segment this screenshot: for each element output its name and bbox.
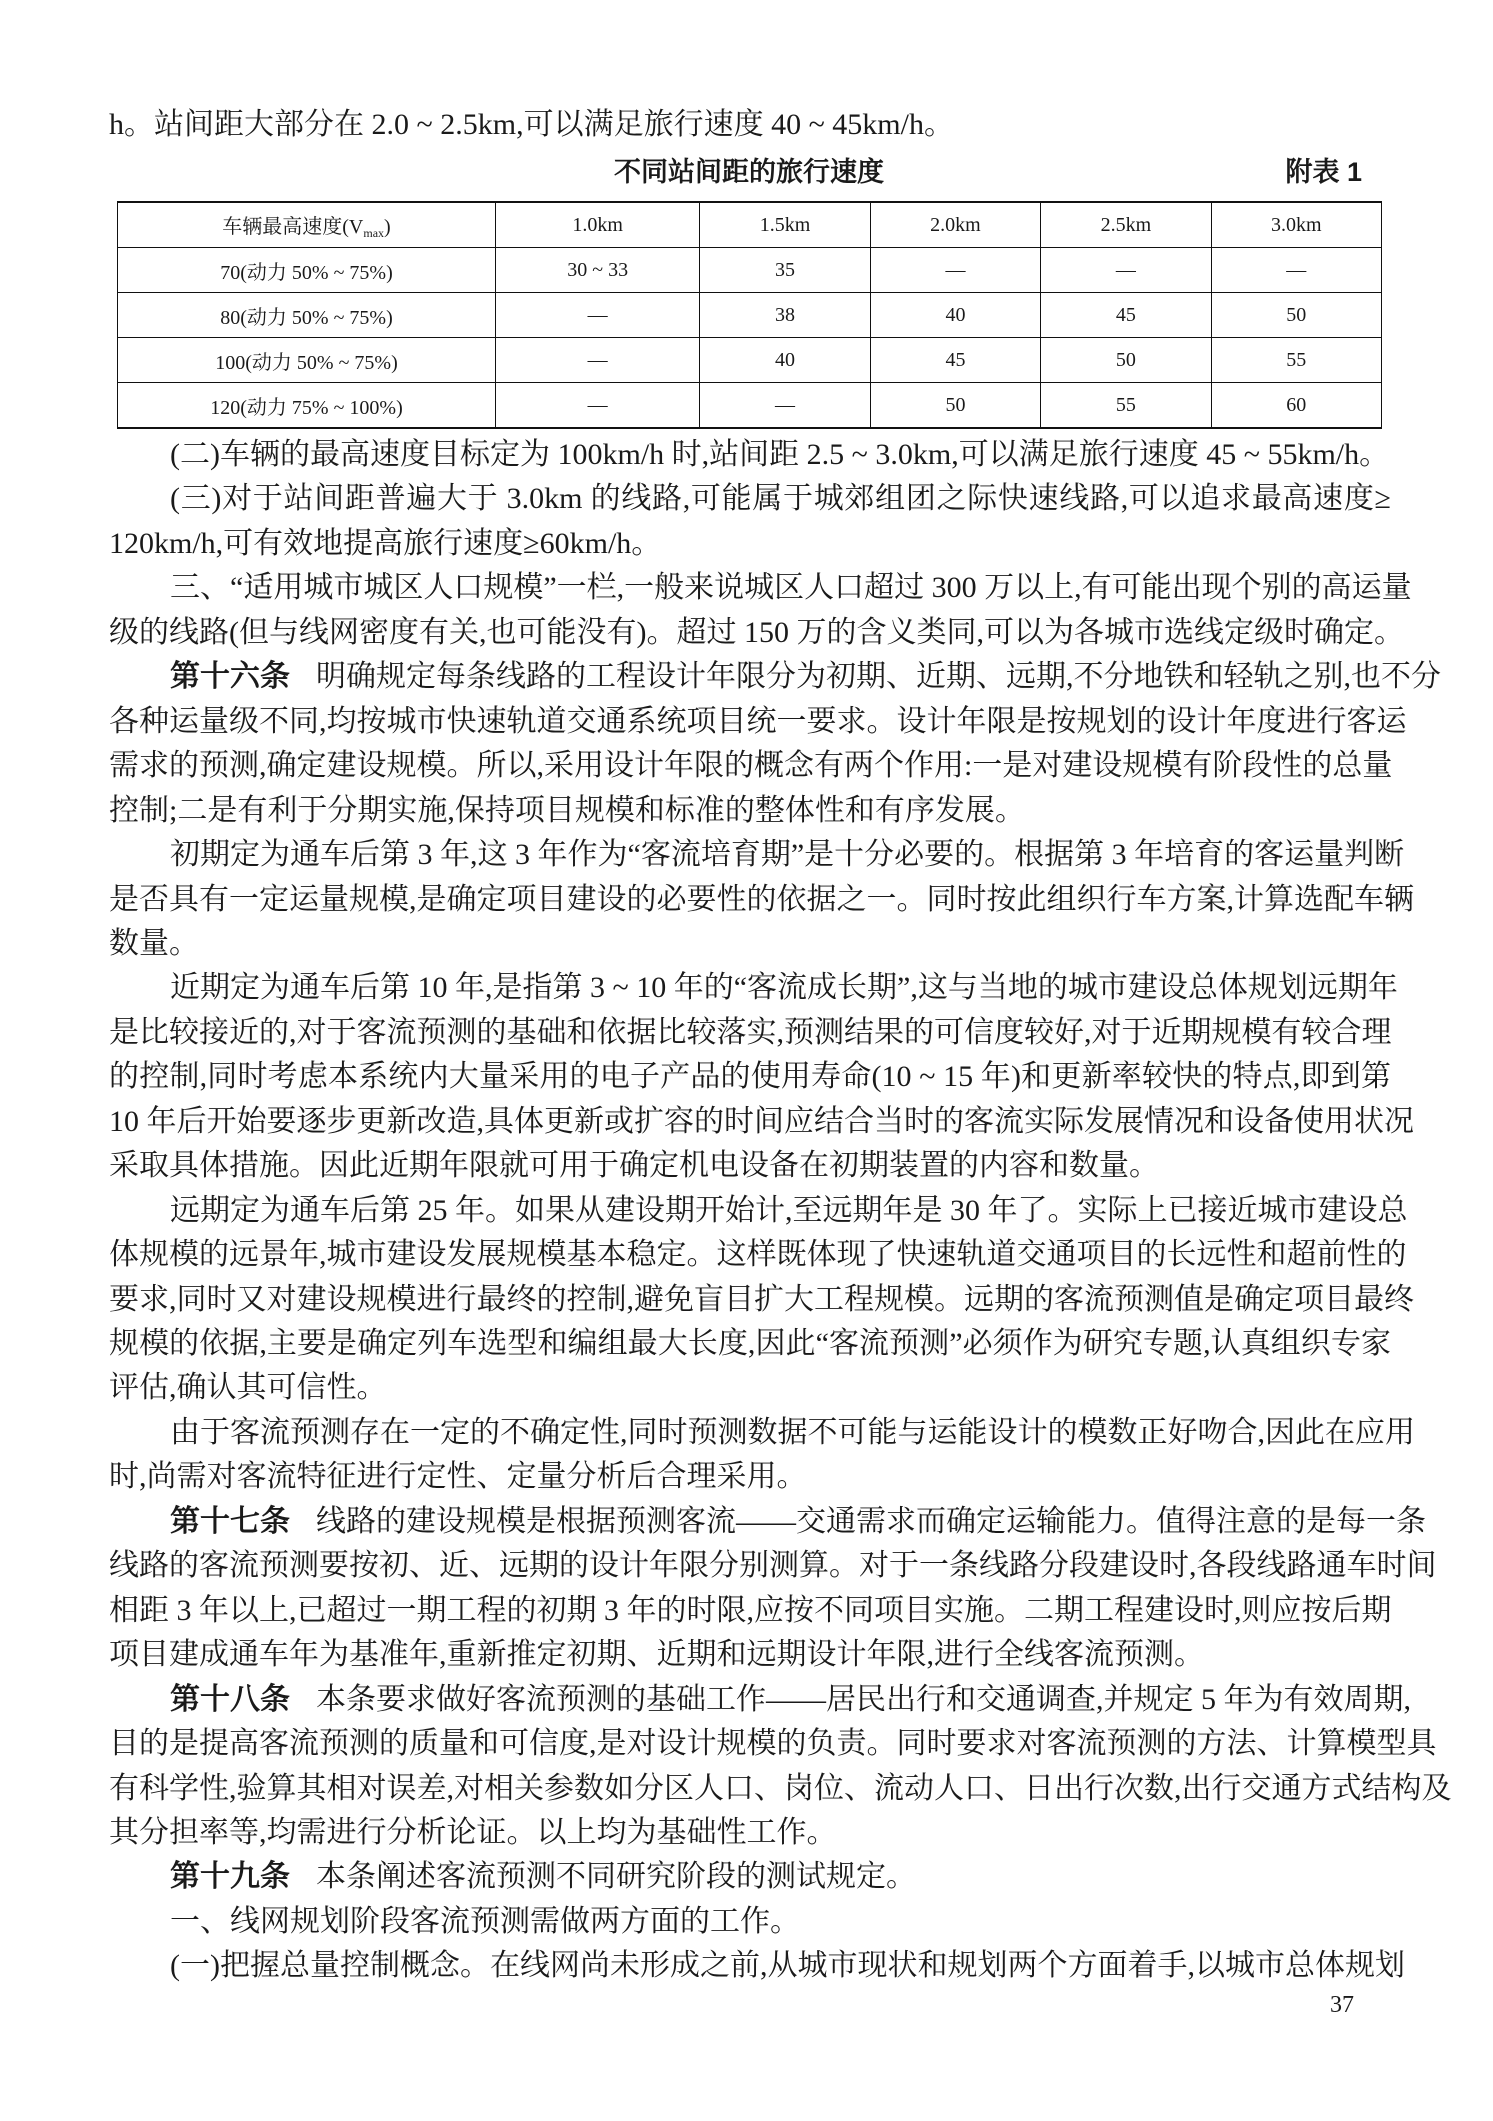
table-cell: 50 xyxy=(1211,293,1381,338)
paragraph-first-line xyxy=(170,966,1398,1010)
line-text: 目的是提高客流预测的质量和可信度,是对设计规模的负责。同时要求对客流预测的方法、计算模型具 xyxy=(109,1727,1437,1761)
line-text: 规模的依据,主要是确定列车选型和编组最大长度,因此“客流预测”必须作为研究专题,认真组织专家 xyxy=(109,1327,1391,1360)
table-cell: — xyxy=(496,293,700,338)
line-text: (一)把握总量控制概念。在线网尚未形成之前,从城市现状和规划两个方面着手,以城市总体规划 xyxy=(170,1949,1405,1983)
paragraph-line xyxy=(109,1278,1414,1322)
table-cell: 50 xyxy=(1041,338,1211,383)
table-row xyxy=(118,383,1382,429)
row-label: 80(动力 50% ~ 75%) xyxy=(118,293,496,338)
table-row xyxy=(118,293,1382,338)
paragraph-first-line xyxy=(170,1189,1408,1233)
paragraph-first-line xyxy=(170,1678,1411,1722)
table-cell: 30 ~ 33 xyxy=(496,248,700,293)
paragraph-line xyxy=(109,1633,1391,1677)
paragraph-line xyxy=(109,1055,1391,1099)
line-text: 线路的客流预测要按初、近、远期的设计年限分别测算。对于一条线路分段建设时,各段线路通车时间 xyxy=(109,1549,1437,1583)
line-text: 是比较接近的,对于客流预测的基础和依据比较落实,预测结果的可信度较好,对于近期规模有较合理 xyxy=(109,1015,1392,1049)
line-text: 初期定为通车后第 3 年,这 3 年作为“客流培育期”是十分必要的。根据第 3 年培育的客运量判断 xyxy=(170,838,1405,872)
paragraph-first-line xyxy=(170,1944,1405,1988)
paragraph-line xyxy=(109,922,1391,966)
line-text: 级的线路(但与线网密度有关,也可能没有)。超过 150 万的含义类同,可以为各城市选线定级时确定。 xyxy=(109,615,1404,649)
header-cell: 2.5km xyxy=(1041,202,1211,248)
table-cell: — xyxy=(1211,248,1381,293)
line-text: 体规模的远景年,城市建设发展规模基本稳定。这样既体现了快速轨道交通项目的长远性和超前性的 xyxy=(109,1238,1407,1272)
line-text: 是否具有一定运量规模,是确定项目建设的必要性的依据之一。同时按此组织行车方案,计算选配车辆 xyxy=(109,882,1414,916)
paragraph-line xyxy=(109,1144,1391,1188)
article-heading: 第十八条 xyxy=(170,1682,290,1716)
paragraph-first-line xyxy=(170,655,1441,699)
header-sub: max xyxy=(363,225,385,240)
article-heading: 第十七条 xyxy=(170,1504,290,1538)
line-text: (二)车辆的最高速度目标定为 100km/h 时,站间距 2.5 ~ 3.0km,可以满足旅行速度 45 ~ 55km/h。 xyxy=(170,438,1390,471)
header-cell-vmax xyxy=(118,202,496,248)
paragraph-first-line xyxy=(170,433,1391,477)
travel-speed-table xyxy=(117,201,1382,429)
line-text: 时,尚需对客流特征进行定性、定量分析后合理采用。 xyxy=(109,1460,807,1494)
table-cell: 45 xyxy=(1041,293,1211,338)
table-header-row xyxy=(118,202,1382,248)
header-cell: 1.0km xyxy=(496,202,700,248)
paragraph-first-line xyxy=(170,477,1391,521)
paragraph-line xyxy=(109,1455,1391,1499)
paragraph-first-line xyxy=(170,1900,1391,1944)
line-text: 项目建成通车年为基准年,重新推定初期、近期和远期设计年限,进行全线客流预测。 xyxy=(109,1638,1204,1672)
table-cell: — xyxy=(496,338,700,383)
paragraph-line xyxy=(109,1544,1437,1588)
paragraph-line xyxy=(109,1767,1452,1811)
paragraph-line xyxy=(109,522,1391,566)
paragraph-line xyxy=(109,1322,1391,1366)
table-cell: 40 xyxy=(870,293,1040,338)
line-text: 数量。 xyxy=(109,926,199,960)
paragraph-first-line xyxy=(170,1411,1415,1455)
paragraph-line xyxy=(109,1722,1437,1766)
row-label: 70(动力 50% ~ 75%) xyxy=(118,248,496,293)
line-text: 本条阐述客流预测不同研究阶段的测试规定。 xyxy=(316,1860,916,1894)
line-text: 有科学性,验算其相对误差,对相关参数如分区人口、岗位、流动人口、日出行次数,出行交通方式结构及 xyxy=(109,1771,1452,1805)
line-text: 三、“适用城市城区人口规模”一栏,一般来说城区人口超过 300 万以上,有可能出现个别的高运量 xyxy=(170,571,1412,605)
table-tag: 附表 1 xyxy=(1285,157,1362,187)
paragraph-line xyxy=(109,1589,1391,1633)
line-text: 其分担率等,均需进行分析论证。以上均为基础性工作。 xyxy=(109,1815,837,1849)
line-text: 采取具体措施。因此近期年限就可用于确定机电设备在初期装置的内容和数量。 xyxy=(109,1149,1159,1183)
row-label: 120(动力 75% ~ 100%) xyxy=(118,383,496,429)
paragraph-first-line xyxy=(170,833,1405,877)
line-text: 的控制,同时考虑本系统内大量采用的电子产品的使用寿命(10 ~ 15 年)和更新率较快的特点,即到第 xyxy=(109,1060,1391,1094)
table-cell: 40 xyxy=(700,338,870,383)
header-cell: 3.0km xyxy=(1211,202,1381,248)
paragraph-first-line xyxy=(170,1500,1426,1544)
table-cell: — xyxy=(1041,248,1211,293)
header-close: ) xyxy=(384,215,391,238)
paragraph-line xyxy=(109,789,1391,833)
table-cell: — xyxy=(700,383,870,429)
paragraph-line xyxy=(109,700,1407,744)
table-cell: 55 xyxy=(1211,338,1381,383)
article-heading: 第十九条 xyxy=(170,1860,290,1894)
header-cell: 1.5km xyxy=(700,202,870,248)
line-text: 控制;二是有利于分期实施,保持项目规模和标准的整体性和有序发展。 xyxy=(109,793,1025,827)
table-cell: 55 xyxy=(1041,383,1211,429)
table-row xyxy=(118,338,1382,383)
paragraph-line xyxy=(109,1233,1407,1277)
line-text: 120km/h,可有效地提高旅行速度≥60km/h。 xyxy=(109,526,662,560)
line-text: (三)对于站间距普遍大于 3.0km 的线路,可能属于城郊组团之际快速线路,可以追求最高速度≥ xyxy=(170,482,1391,516)
table-cell: 35 xyxy=(700,248,870,293)
paragraph-line xyxy=(109,744,1391,788)
paragraph-line xyxy=(109,878,1414,922)
paragraph-first-line xyxy=(170,1855,1391,1899)
table-row xyxy=(118,248,1382,293)
line-text: 要求,同时又对建设规模进行最终的控制,避免盲目扩大工程规模。远期的客流预测值是确定项目最终 xyxy=(109,1282,1414,1316)
line-text: 本条要求做好客流预测的基础工作——居民出行和交通调查,并规定 5 年为有效周期, xyxy=(316,1682,1411,1716)
table-cell: 50 xyxy=(870,383,1040,429)
paragraph-line xyxy=(109,1100,1414,1144)
paragraph-first-line xyxy=(170,566,1412,610)
table-cell: 60 xyxy=(1211,383,1381,429)
paragraph-line xyxy=(109,1366,1391,1410)
table-title: 不同站间距的旅行速度 xyxy=(614,157,884,187)
line-text: 一、线网规划阶段客流预测需做两方面的工作。 xyxy=(170,1904,800,1938)
table-cell: 45 xyxy=(870,338,1040,383)
line-text: 近期定为通车后第 10 年,是指第 3 ~ 10 年的“客流成长期”,这与当地的城市建设总体规划远期年 xyxy=(170,971,1398,1005)
line-text: 需求的预测,确定建设规模。所以,采用设计年限的概念有两个作用:一是对建设规模有阶段性的总量 xyxy=(109,749,1393,783)
header-cell: 2.0km xyxy=(870,202,1040,248)
row-label: 100(动力 50% ~ 75%) xyxy=(118,338,496,383)
line-text: 线路的建设规模是根据预测客流——交通需求而确定运输能力。值得注意的是每一条 xyxy=(316,1504,1426,1538)
line-text: 10 年后开始要逐步更新改造,具体更新或扩容的时间应结合当时的客流实际发展情况和设备使用状况 xyxy=(109,1104,1414,1138)
line-text: 远期定为通车后第 25 年。如果从建设期开始计,至远期年是 30 年了。实际上已接近城市建设总 xyxy=(170,1193,1408,1227)
paragraph-line xyxy=(109,1811,1391,1855)
table-cell: — xyxy=(870,248,1040,293)
table-cell: — xyxy=(496,383,700,429)
line-text: 相距 3 年以上,已超过一期工程的初期 3 年的时限,应按不同项目实施。二期工程建设时,则应按后期 xyxy=(109,1593,1392,1627)
table-cell: 38 xyxy=(700,293,870,338)
line-text: 由于客流预测存在一定的不确定性,同时预测数据不可能与运能设计的模数正好吻合,因此在应用 xyxy=(170,1415,1415,1449)
paragraph-line xyxy=(109,611,1404,655)
line-text: 明确规定每条线路的工程设计年限分为初期、近期、远期,不分地铁和轻轨之别,也不分 xyxy=(316,660,1441,694)
header-label: 车辆最高速度(V xyxy=(222,215,364,238)
article-heading: 第十六条 xyxy=(170,660,290,694)
line-text: 各种运量级不同,均按城市快速轨道交通系统项目统一要求。设计年限是按规划的设计年度进行客运 xyxy=(109,704,1407,738)
line-text: 评估,确认其可信性。 xyxy=(109,1371,387,1405)
page-number: 37 xyxy=(1330,1992,1354,2018)
paragraph-line xyxy=(109,1011,1391,1055)
intro-line: h。站间距大部分在 2.0 ~ 2.5km,可以满足旅行速度 40 ~ 45km/h。 xyxy=(109,108,954,141)
